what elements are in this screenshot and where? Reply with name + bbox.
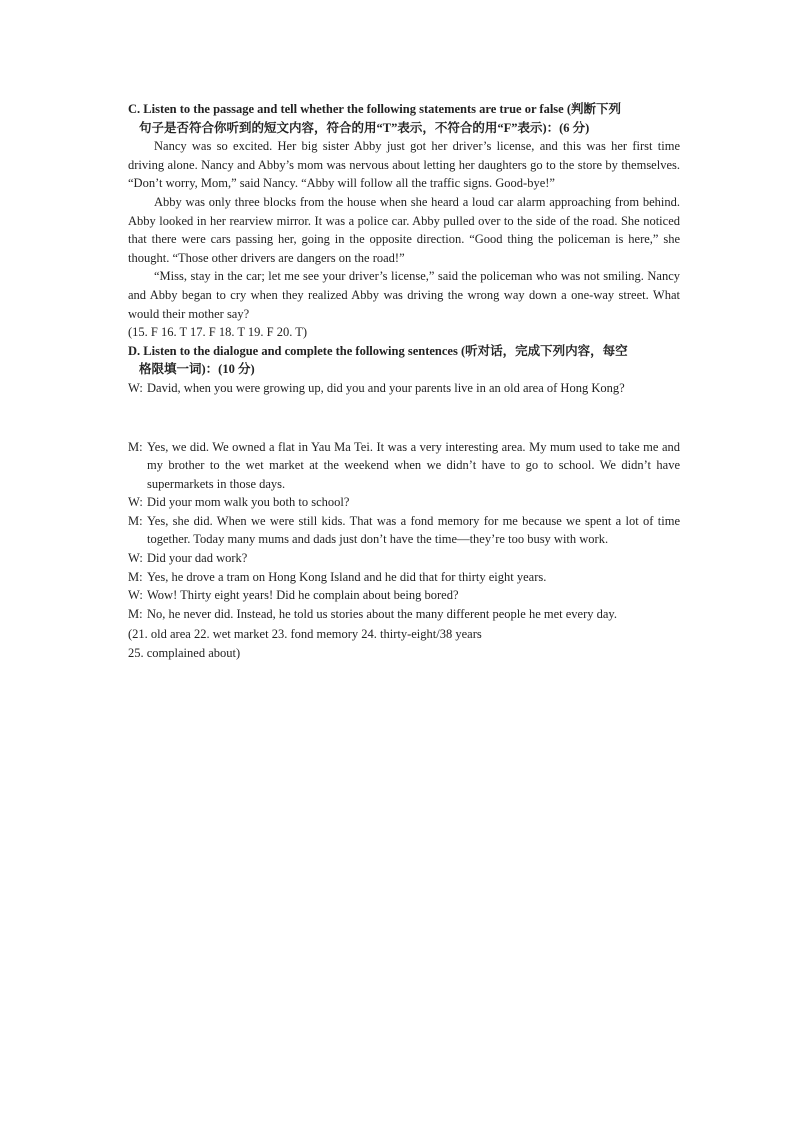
dialogue-line: [128, 605, 680, 624]
dialogue-line: [128, 586, 680, 605]
dialogue-text: Yes, she did. When we were still kids. That was a fond memory for me because we spent a lot of time together. Today many mums and dads just don’t have the time—they’re too busy with work.: [147, 513, 680, 547]
dialogue-text: Wow! Thirty eight years! Did he complain about being bored?: [147, 588, 459, 603]
passage-paragraph-1: Nancy was so excited. Her big sister Abby just got her driver’s license, and this was her first time driving alone. Nancy and Abby’s mom was nervous about letting her daughters go to the store by themselves. “Don’t worry, Mom,” said Nancy. “Abby will follow all the traffic signs. Good-bye!”: [128, 139, 680, 191]
passage-paragraph-3: “Miss, stay in the car; let me see your driver’s license,” said the policeman who was not smiling. Nancy and Abby began to cry when they realized Abby was driving the wrong way down a one-way street. What would their mother say?: [128, 269, 680, 321]
speaker-label: W:: [128, 380, 143, 395]
section-d-answers-line-2: 25. complained about): [128, 646, 241, 661]
dialogue-text: Did your dad work?: [147, 551, 248, 566]
section-c-heading-cn-2: 句子是否符合你听到的短文内容，符合的用“T”表示，不符合的用“F”表示)：(6 分): [139, 120, 590, 135]
section-d-heading-line-1: [128, 342, 680, 361]
dialogue-line: [128, 438, 680, 494]
section-d-heading: [128, 342, 680, 379]
section-c-heading-cn-1: (判断下列: [566, 102, 622, 116]
section-d-heading-cn-1: (听对话，完成下列内容，每空: [460, 343, 628, 358]
section-c-answers: (15. F 16. T 17. F 18. T 19. F 20. T): [128, 325, 308, 340]
dialogue-line: [128, 512, 680, 549]
dialogue: [128, 379, 680, 624]
passage-paragraph-2: Abby was only three blocks from the house when she heard a loud car alarm approaching from behind. Abby looked in her rearview mirror. It was a police car. Abby pulled over to the side of the road. She noticed that there were cars passing her, going in the opposite direction. “Good thing the policeman is here,” she thought. “Those other drivers are dangers on the road!”: [128, 194, 680, 265]
dialogue-line: [128, 549, 680, 568]
section-d-heading-cn-2: 格限填一词)：(10 分): [139, 362, 255, 377]
section-c-heading-en: C. Listen to the passage and tell whether the following statements are true or false: [128, 102, 564, 116]
blank-space: [128, 398, 680, 438]
dialogue-line: [128, 379, 680, 398]
dialogue-text: Yes, he drove a tram on Hong Kong Island and he did that for thirty eight years.: [147, 569, 547, 584]
dialogue-text: Did your mom walk you both to school?: [147, 495, 350, 510]
dialogue-text: David, when you were growing up, did you and your parents live in an old area of Hong Kong?: [147, 380, 625, 395]
section-d-answers-line-1: (21. old area 22. wet market 23. fond memory 24. thirty-eight/38 years: [128, 627, 482, 642]
section-d-answers: [128, 625, 680, 662]
section-c-heading: [128, 100, 680, 137]
speaker-label: W:: [128, 495, 143, 510]
speaker-label: M:: [128, 439, 143, 454]
dialogue-text: No, he never did. Instead, he told us stories about the many different people he met every day.: [147, 606, 617, 621]
speaker-label: W:: [128, 551, 143, 566]
section-c-heading-line-1: [128, 100, 680, 119]
speaker-label: M:: [128, 569, 143, 584]
dialogue-line: [128, 493, 680, 512]
speaker-label: M:: [128, 513, 143, 528]
document-page: [128, 100, 680, 663]
dialogue-text: Yes, we did. We owned a flat in Yau Ma Tei. It was a very interesting area. My mum used to take me and my brother to the wet market at the weekend when we didn’t have to go to school. We didn’t have supermarkets in those days.: [147, 439, 680, 491]
speaker-label: W:: [128, 588, 143, 603]
speaker-label: M:: [128, 606, 143, 621]
section-d-heading-en: D. Listen to the dialogue and complete the following sentences: [128, 343, 458, 358]
dialogue-line: [128, 568, 680, 587]
